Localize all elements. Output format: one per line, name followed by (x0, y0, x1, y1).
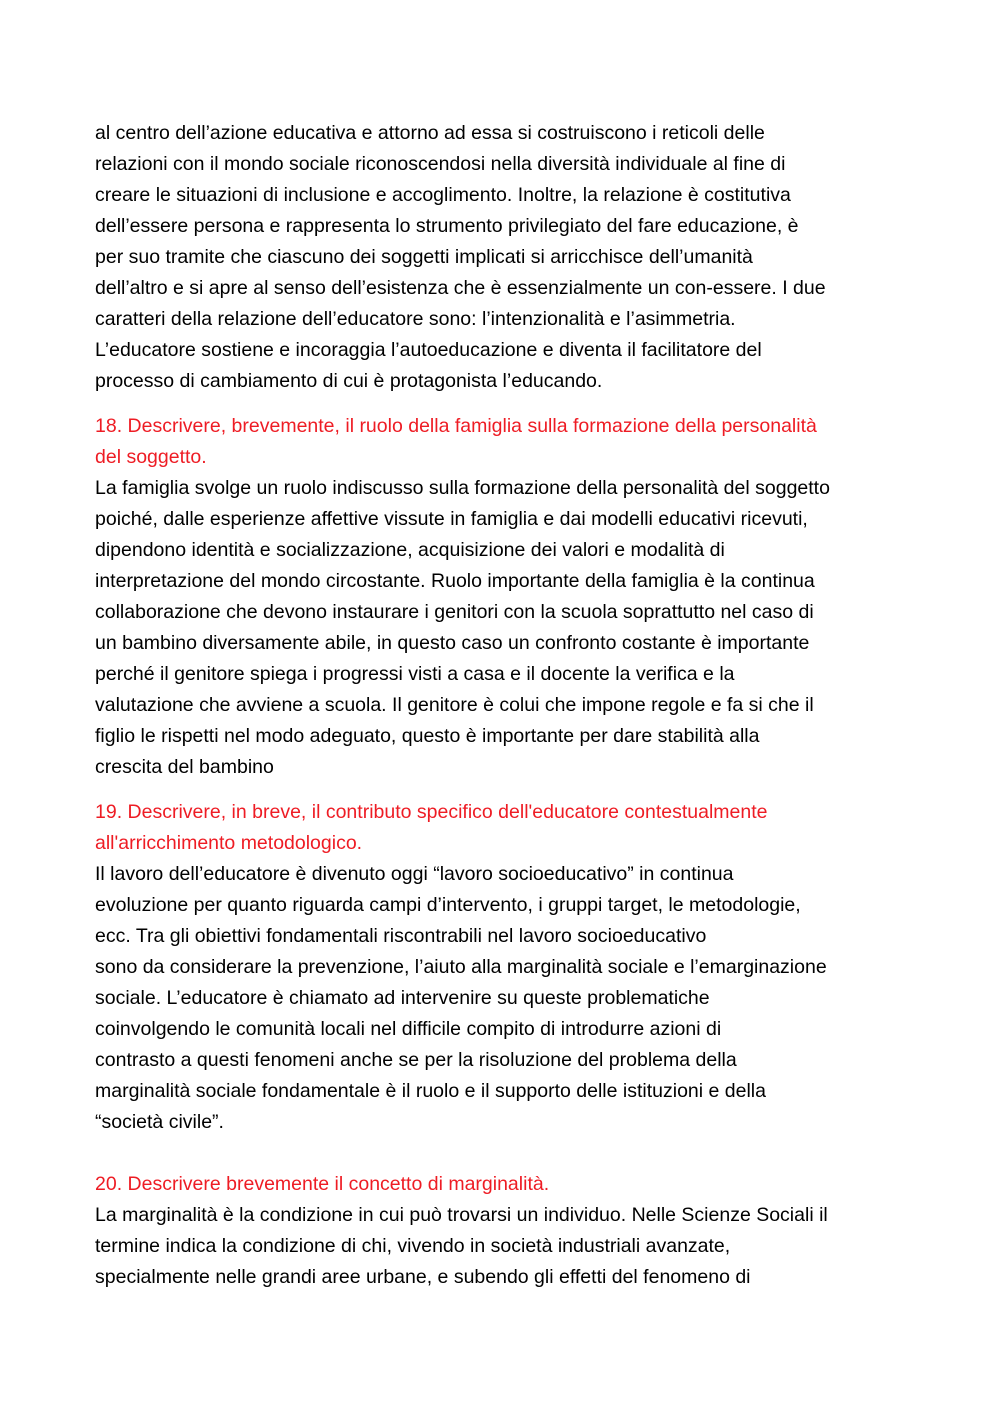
body-text-line: creare le situazioni di inclusione e accoglimento. Inoltre, la relazione è costitutiva (95, 184, 791, 206)
body-text-line: dipendono identità e socializzazione, acquisizione dei valori e modalità di (95, 539, 725, 561)
body-text-line: relazioni con il mondo sociale riconoscendosi nella diversità individuale al fine di (95, 153, 786, 175)
body-text-line: collaborazione che devono instaurare i genitori con la scuola soprattutto nel caso di (95, 601, 814, 623)
body-text-line: contrasto a questi fenomeni anche se per la risoluzione del problema della (95, 1049, 737, 1071)
body-text-line: termine indica la condizione di chi, vivendo in società industriali avanzate, (95, 1235, 731, 1257)
body-text-line: sono da considerare la prevenzione, l’aiuto alla marginalità sociale e l’emarginazione (95, 956, 827, 978)
body-text-line: sociale. L’educatore è chiamato ad intervenire su queste problematiche (95, 987, 710, 1009)
body-text-line: marginalità sociale fondamentale è il ruolo e il supporto delle istituzioni e della (95, 1080, 766, 1102)
body-text-line: caratteri della relazione dell’educatore sono: l’intenzionalità e l’asimmetria. (95, 308, 736, 330)
body-text-line: poiché, dalle esperienze affettive vissute in famiglia e dai modelli educativi ricevuti, (95, 508, 808, 530)
body-text-line: valutazione che avviene a scuola. Il genitore è colui che impone regole e fa si che il (95, 694, 814, 716)
body-text-line: crescita del bambino (95, 756, 274, 778)
body-text-line: ecc. Tra gli obiettivi fondamentali riscontrabili nel lavoro socioeducativo (95, 925, 707, 947)
question-heading-line: 18. Descrivere, brevemente, il ruolo della famiglia sulla formazione della personalità (95, 415, 817, 437)
body-text-line: Il lavoro dell’educatore è divenuto oggi “lavoro socioeducativo” in continua (95, 863, 734, 885)
question-heading-line: 20. Descrivere brevemente il concetto di marginalità. (95, 1173, 550, 1195)
body-text-line: specialmente nelle grandi aree urbane, e subendo gli effetti del fenomeno di (95, 1266, 751, 1288)
body-text-line: coinvolgendo le comunità locali nel difficile compito di introdurre azioni di (95, 1018, 722, 1040)
body-text-line: perché il genitore spiega i progressi visti a casa e il docente la verifica e la (95, 663, 735, 685)
body-text-line: La famiglia svolge un ruolo indiscusso sulla formazione della personalità del soggetto (95, 477, 830, 499)
body-text-line: “società civile”. (95, 1111, 224, 1133)
body-text-line: La marginalità è la condizione in cui può trovarsi un individuo. Nelle Scienze Sociali il (95, 1204, 828, 1226)
body-text-line: per suo tramite che ciascuno dei soggetti implicati si arricchisce dell’umanità (95, 246, 753, 268)
question-heading-line: all'arricchimento metodologico. (95, 832, 363, 854)
body-text-line: dell’altro e si apre al senso dell’esistenza che è essenzialmente un con-essere. I due (95, 277, 826, 299)
body-text-line: dell’essere persona e rappresenta lo strumento privilegiato del fare educazione, è (95, 215, 799, 237)
body-text-line: un bambino diversamente abile, in questo caso un confronto costante è importante (95, 632, 810, 654)
body-text-line: processo di cambiamento di cui è protagonista l’educando. (95, 370, 603, 392)
question-heading-line: del soggetto. (95, 446, 207, 468)
body-text-line: interpretazione del mondo circostante. Ruolo importante della famiglia è la continua (95, 570, 815, 592)
body-text-line: evoluzione per quanto riguarda campi d’intervento, i gruppi target, le metodologie, (95, 894, 801, 916)
question-heading-line: 19. Descrivere, in breve, il contributo specifico dell'educatore contestualmente (95, 801, 768, 823)
body-text-line: al centro dell’azione educativa e attorno ad essa si costruiscono i reticoli delle (95, 122, 765, 144)
body-text-line: L’educatore sostiene e incoraggia l’autoeducazione e diventa il facilitatore del (95, 339, 762, 361)
body-text-line: figlio le rispetti nel modo adeguato, questo è importante per dare stabilità alla (95, 725, 760, 747)
